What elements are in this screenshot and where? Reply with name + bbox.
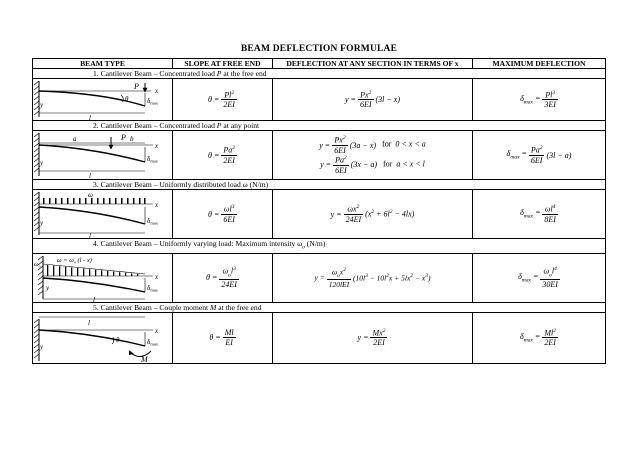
page-title: BEAM DEFLECTION FORMULAE: [240, 44, 398, 54]
case-row: [33, 79, 606, 121]
header-deflection: [273, 59, 473, 69]
label-x: x: [155, 201, 159, 209]
beam-diagram: [33, 79, 173, 121]
caption-variable: P: [216, 121, 222, 130]
caption-variable: P: [216, 69, 222, 78]
label-y: y: [40, 219, 44, 227]
label-a: a: [73, 135, 77, 143]
caption-text-tail: at any point: [221, 121, 260, 130]
label-y: y: [40, 101, 44, 109]
max-deflection-formula: $\delta_{max}$ = $\frac{\omega l^4}{8EI}$: [473, 190, 606, 239]
caption-text-tail: at the free end: [216, 302, 262, 312]
label-dmax: $\delta_{max}$: [147, 97, 159, 106]
cantilever-udl-diagram: [33, 190, 173, 238]
beam-diagram: [33, 131, 173, 180]
header-row: [33, 59, 606, 69]
max-deflection-formula: $\delta_{max}$ = $\frac{Ml^2}{2EI}$: [473, 312, 606, 363]
case-caption: [33, 302, 606, 312]
max-deflection-formula: $\delta_{max}$ = $\frac{\omega_ol^4}{30EI}$: [473, 253, 606, 302]
label-x: x: [155, 272, 159, 281]
label-x: x: [155, 87, 159, 95]
header-beam-type: BEAM TYPE: [33, 59, 173, 69]
beam-formula-table: [32, 58, 606, 364]
label-theta: θ: [116, 335, 120, 344]
deflection-formula: y = $\frac{\omega_ox^2}{\text{120lEI}}$ $(10l^3 - 10l^2x + 5lx^2 - x^3)$: [273, 253, 473, 302]
cantilever-point-load-diagram: [33, 79, 173, 120]
case-row: [33, 131, 606, 180]
beam-diagram: [33, 190, 173, 239]
case-caption-row: [33, 302, 606, 312]
case-caption: [33, 239, 606, 254]
deflection-formula: y = $\frac{Mx^2}{2EI}$: [273, 312, 473, 363]
max-deflection-formula: $\delta_{max}$ = $\frac{Pa^2}{6EI}$ (3l − a): [473, 131, 606, 180]
case-caption-row: [33, 239, 606, 254]
header-slope: SLOPE AT FREE END: [173, 59, 273, 69]
header-deflection-label: DEFLECTION AT ANY SECTION IN TERMS OF x: [286, 59, 459, 68]
case-caption-row: [33, 69, 606, 79]
caption-text-tail: at the free end: [221, 69, 267, 78]
deflection-formula: y = $\frac{Px^2}{6EI}$ (3l − x): [273, 79, 473, 121]
slope-formula: θ = $\frac{Pa^2}{2EI}$: [173, 131, 273, 180]
label-l: l: [89, 114, 91, 120]
slope-formula: θ = $\frac{Ml}{EI}$: [173, 312, 273, 363]
caption-text: 1. Cantilever Beam – Concentrated load: [93, 69, 217, 78]
case-caption-row: [33, 180, 606, 190]
label-l: l: [93, 295, 95, 302]
label-P: P: [121, 133, 126, 142]
label-dmax: $\delta_{max}$: [147, 155, 159, 164]
label-varying-load: $\omega = \omega_o$ (l - x): [57, 256, 92, 265]
label-y: y: [46, 283, 50, 292]
cantilever-point-load-any-diagram: [33, 131, 173, 179]
label-y: y: [40, 342, 44, 351]
header-max-deflection: MAXIMUM DEFLECTION: [473, 59, 606, 69]
label-M: M: [141, 354, 148, 363]
caption-variable: o: [302, 244, 305, 251]
case-caption: [33, 180, 606, 190]
slope-formula: θ = $\frac{\omega l^3}{6EI}$: [173, 190, 273, 239]
deflection-formula: y = $\frac{Px^2}{6EI}$ (3a − x) for 0 < x < a y = $\frac{Pa^2}{6EI}$ (3x − a) for a < x < l: [273, 131, 473, 180]
max-deflection-formula: $\delta_{max}$ = $\frac{Pl^3}{3EI}$: [473, 79, 606, 121]
label-l: l: [88, 318, 90, 327]
beam-diagram: [33, 312, 173, 363]
case-caption: [33, 121, 606, 131]
case-caption-row: [33, 121, 606, 131]
cantilever-couple-moment-diagram: [33, 313, 173, 363]
caption-text: 2. Cantilever Beam – Concentrated load: [93, 121, 217, 130]
caption-variable: M: [210, 302, 217, 312]
case-row: [33, 253, 606, 302]
label-b: b: [130, 135, 134, 143]
slope-formula: θ = $\frac{\omega_ol^3}{24EI}$: [173, 253, 273, 302]
label-dmax: $\delta_{max}$: [147, 283, 159, 293]
label-theta: θ: [125, 95, 129, 103]
label-dmax: $\delta_{max}$: [147, 337, 159, 347]
label-l: l: [89, 232, 91, 238]
label-P: P: [134, 82, 139, 91]
slope-formula: θ = $\frac{Pl^2}{2EI}$: [173, 79, 273, 121]
label-dmax: $\delta_{max}$: [147, 217, 159, 226]
case-caption: [33, 69, 606, 79]
label-x: x: [155, 142, 159, 150]
label-y: y: [40, 159, 44, 167]
label-x: x: [155, 326, 159, 335]
label-omega: ω: [88, 191, 93, 199]
caption-text: 5. Cantilever Beam – Couple moment: [93, 302, 211, 312]
case-row: [33, 312, 606, 363]
caption-text: 4. Cantilever Beam – Uniformly varying load: Maximum intensity ω: [93, 239, 303, 248]
beam-diagram: [33, 253, 173, 302]
case-row: [33, 190, 606, 239]
label-l: l: [89, 172, 91, 179]
caption-text-tail: (N/m): [304, 239, 326, 248]
deflection-formula: y = $\frac{\omega x^2}{24EI}$ $(x^2 + 6l^2 - 4lx)$: [273, 190, 473, 239]
cantilever-varying-load-diagram: [33, 254, 173, 302]
label-omega-o: $\omega_o$: [34, 260, 41, 269]
caption-text: 3. Cantilever Beam – Uniformly distributed load ω (N/m): [93, 180, 269, 189]
